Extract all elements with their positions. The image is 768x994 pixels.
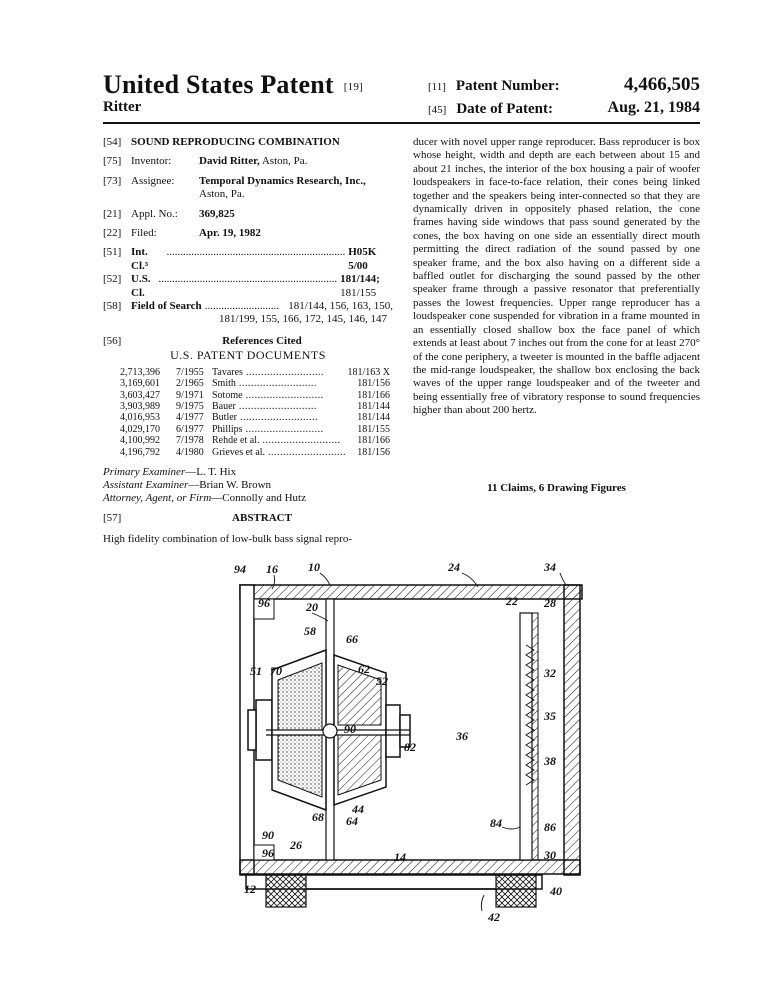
primary-examiner: Primary Examiner—L. T. Hix (103, 465, 237, 478)
ref-class: 181/144 (357, 400, 390, 412)
refs-subheading: U.S. PATENT DOCUMENTS (170, 348, 326, 363)
ref-leader-dots: .......................... (265, 446, 347, 458)
references-table (120, 367, 390, 458)
ref-leader-dots: .......................... (242, 366, 324, 378)
label-44: 44 (352, 802, 364, 816)
label-94: 94 (234, 562, 246, 576)
ref-name-text: Phillips (212, 423, 243, 435)
ref-class: 181/163 X (347, 366, 390, 378)
ref-date: 4/1977 (176, 412, 204, 424)
reference-row (120, 367, 390, 378)
ref-date: 6/1977 (176, 423, 204, 435)
ref-date: 7/1955 (176, 366, 204, 378)
ref-name-text: Bauer (212, 400, 236, 412)
label-42: 42 (488, 910, 500, 924)
label-58: 58 (304, 624, 316, 638)
ref-leader-dots: .......................... (242, 423, 324, 435)
attorney: Attorney, Agent, or Firm—Connolly and Hutz (103, 491, 306, 504)
label-34: 34 (544, 560, 556, 574)
label-28: 28 (544, 596, 556, 610)
claims-summary: 11 Claims, 6 Drawing Figures (487, 482, 626, 494)
reference-row (120, 447, 390, 458)
label-30: 30 (544, 848, 556, 862)
label-14: 14 (394, 850, 406, 864)
label-70: 70 (270, 664, 282, 678)
label-38: 38 (544, 754, 556, 768)
field-row: [58] Field of Search ........................... 181/144, 156, 163, 150, (103, 300, 393, 313)
appl-row: [21] Appl. No.: 369,825 (103, 207, 235, 220)
ref-leader-dots: .......................... (259, 435, 341, 447)
ref-name-text: Butler (212, 412, 237, 424)
bibliographic-data (103, 136, 393, 547)
label-36: 36 (456, 729, 468, 743)
ref-leader-dots: .......................... (237, 412, 318, 424)
ref-date: 2/1965 (176, 378, 204, 390)
refs-heading: [56] References Cited (103, 334, 302, 347)
patent-drawing (226, 555, 606, 935)
abstract-text: ducer with novel upper range reproducer. Bass reproducer is box whose height, width and depth are each between about 15 and about 21 inches, the interior of the box housing a pair of woofer loudspeakers in face-to-face relation, their cones being linked together and the speakers being inter-connected so that they are dynamically driven in oppositely phased relation, the cone frames having side windows that pass sound generated by the cones, the box having on one side an essentially direct mouth permitting the direct radiation of the sound passed by one speaker frame, and the box also having on a different side a baffled outlet for discharging the sound passed by the other speaker frame through a passive resonator that preferentially passes the lowest frequencies. Upper range reproducer has a loudspeaker cone suspended for vibration in a frame mounted in an essentially closed shallow box the face panel of which extends at least about 7 inches out from the cone for at least 270° of the cone periphery, a tweeter is mounted in the baffle adjacent the mid-range loudspeaker, the shallow box enclosing the back waves of the upper range loudspeaker and of the tweeter and being essentially free of vibratory response to sound frequencies higher than about 200 hertz. (413, 136, 700, 417)
label-66: 66 (346, 632, 358, 646)
ref-name-text: Tavares (212, 366, 243, 378)
ref-name (212, 412, 343, 423)
ref-date: 9/1975 (176, 400, 204, 412)
filed-row: [22] Filed: Apr. 19, 1982 (103, 227, 261, 240)
ref-class: 181/166 (357, 389, 390, 401)
label-82: 82 (404, 740, 416, 754)
label-20: 20 (306, 600, 318, 614)
patent-number-row: [11] Patent Number: (428, 78, 560, 94)
field-row-2: 181/199, 155, 166, 172, 145, 146, 147 (218, 313, 387, 326)
label-12: 12 (244, 882, 256, 896)
assignee-row: [73] Assignee: Temporal Dynamics Research, Inc., Aston, Pa. (103, 174, 366, 201)
label-22: 22 (506, 594, 518, 608)
patent-number: 4,466,505 (624, 74, 700, 95)
ref-number: 3,603,427 (120, 389, 160, 401)
ref-number: 3,169,601 (120, 378, 160, 390)
ref-name-text: Sotome (212, 389, 243, 401)
abstract-first-line: High fidelity combination of low-bulk bass signal repro- (103, 533, 352, 546)
ref-name (212, 367, 343, 378)
ref-date: 9/1971 (176, 389, 204, 401)
ref-number: 4,029,170 (120, 423, 160, 435)
ref-name (212, 446, 347, 458)
label-84: 84 (490, 816, 502, 830)
ref-name-text: Grieves et al. (212, 446, 266, 458)
reference-row (120, 378, 390, 389)
abstract-heading: [57] ABSTRACT (103, 511, 292, 524)
ref-name-text: Rehde et al. (212, 435, 260, 447)
ref-date: 7/1978 (176, 435, 204, 447)
date-row: [45] Date of Patent: (428, 101, 553, 117)
label-35: 35 (544, 709, 556, 723)
label-96-lower: 96 (262, 846, 274, 860)
header-rule (103, 122, 700, 124)
patent-title-text: United States Patent (103, 70, 334, 99)
ref-name (212, 435, 343, 446)
inventor-short: Ritter (103, 99, 142, 115)
inventor-row: [75] Inventor: David Ritter, Aston, Pa. (103, 155, 308, 168)
label-86: 86 (544, 820, 556, 834)
ref-class: 181/144 (357, 412, 390, 424)
intcl-row: [51] Int. Cl.³ ................................................................. H05K 5/00 (103, 246, 377, 272)
ref-leader-dots: .......................... (242, 389, 324, 401)
label-26: 26 (290, 838, 302, 852)
uscl-row: [52] U.S. Cl. ................................................................. 181/144; 181/155 (103, 273, 380, 299)
reference-row (120, 401, 390, 412)
ref-name (212, 401, 343, 412)
ref-class: 181/156 (357, 378, 390, 390)
ref-leader-dots: .......................... (235, 400, 317, 412)
label-32: 32 (544, 666, 556, 680)
ref-name (212, 378, 343, 389)
ref-name-text: Smith (212, 378, 236, 390)
assistant-examiner: Assistant Examiner—Brian W. Brown (103, 478, 272, 491)
ref-name (212, 390, 343, 401)
label-52: 52 (376, 674, 388, 688)
label-16: 16 (266, 562, 278, 576)
patent-date: Aug. 21, 1984 (607, 99, 700, 116)
ref-class: 181/155 (357, 423, 390, 435)
ref-class: 181/156 (357, 446, 390, 458)
title-ref-code: [19] (343, 81, 363, 94)
reference-row (120, 424, 390, 435)
ref-name (212, 424, 343, 435)
examiners (103, 466, 393, 505)
ref-number: 3,903,989 (120, 400, 160, 412)
reference-row (120, 435, 390, 446)
label-10: 10 (308, 560, 320, 574)
label-68: 68 (312, 810, 324, 824)
label-51: 51 (250, 664, 262, 678)
ref-number: 4,100,992 (120, 435, 160, 447)
ref-date: 4/1980 (176, 446, 204, 458)
ref-number: 4,196,792 (120, 446, 160, 458)
reference-row (120, 412, 390, 423)
label-62: 62 (358, 662, 370, 676)
ref-leader-dots: .......................... (235, 378, 317, 390)
ref-number: 2,713,396 (120, 366, 160, 378)
ref-class: 181/166 (357, 435, 390, 447)
label-90: 90 (344, 722, 356, 736)
ref-number: 4,016,953 (120, 412, 160, 424)
title-row: [54] SOUND REPRODUCING COMBINATION (103, 136, 340, 148)
label-24: 24 (448, 560, 460, 574)
label-64: 64 (346, 814, 358, 828)
invention-title: SOUND REPRODUCING COMBINATION (131, 136, 340, 148)
patent-title-header (103, 70, 363, 100)
label-96: 96 (258, 596, 270, 610)
label-40: 40 (550, 884, 562, 898)
reference-row (120, 390, 390, 401)
label-90-lower: 90 (262, 828, 274, 842)
